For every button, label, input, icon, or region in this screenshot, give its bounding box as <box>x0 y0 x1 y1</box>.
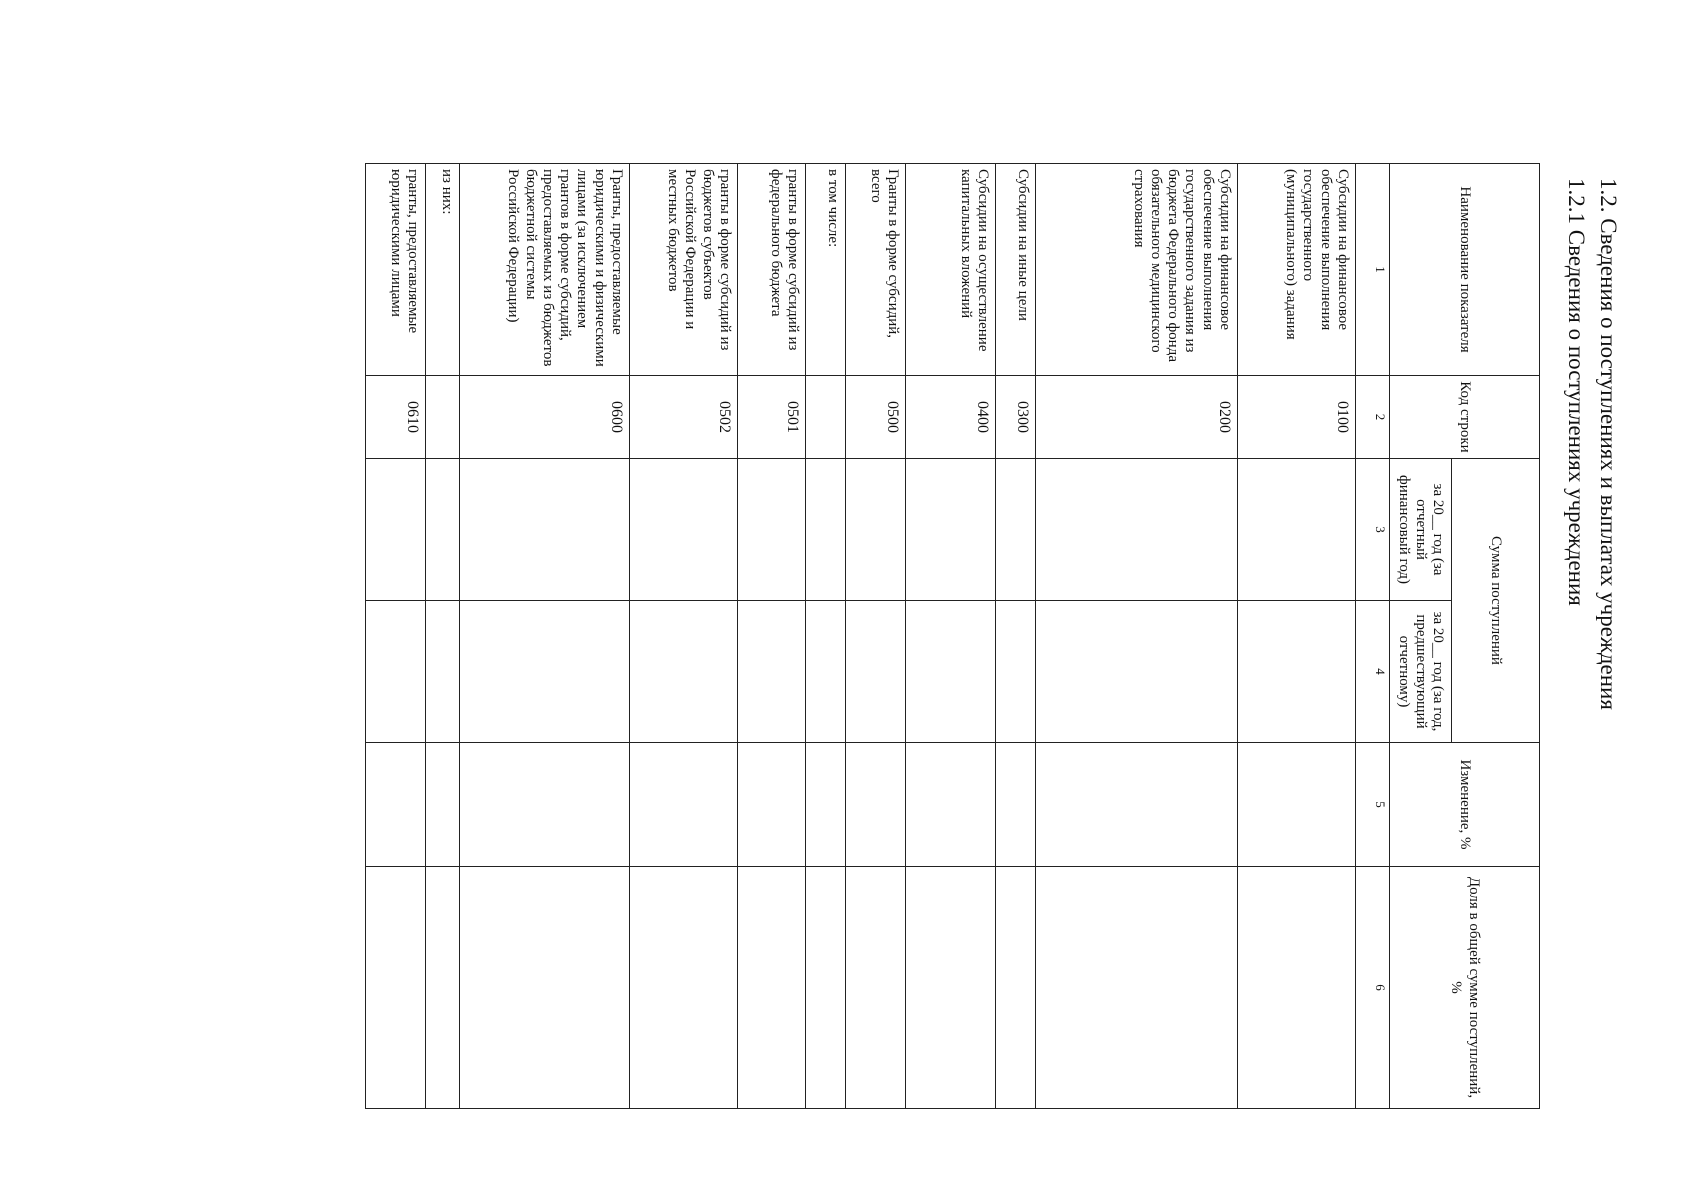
row-code: 0600 <box>460 376 630 459</box>
row-sum-current <box>806 459 846 601</box>
row-sum-previous <box>806 601 846 743</box>
row-name: в том числе: <box>806 164 846 376</box>
row-name: Гранты в форме субсидий, всего <box>846 164 906 376</box>
row-sum-current <box>1036 459 1238 601</box>
row-code: 0610 <box>366 376 426 459</box>
row-code <box>806 376 846 459</box>
row-name: Гранты, предоставляемые юридическими и физическими лицами (за исключением грантов в форме субсидий, предоставляемых из бюджетов бюджетной системы Российской Федерации) <box>460 164 630 376</box>
header-sum-current: за 20__ год (за отчетный финансовый год) <box>1390 459 1452 601</box>
table-row <box>366 164 426 1109</box>
column-number: 6 <box>1356 867 1390 1109</box>
header-sum-group: Сумма поступлений <box>1452 459 1540 743</box>
row-sum-previous <box>460 601 630 743</box>
row-name: гранты в форме субсидий из бюджетов субъектов Российской Федерации и местных бюджетов <box>630 164 738 376</box>
row-share <box>630 867 738 1109</box>
row-share <box>426 867 460 1109</box>
row-change <box>366 743 426 867</box>
row-change <box>906 743 996 867</box>
header-change: Изменение, % <box>1390 743 1540 867</box>
header-share: Доля в общей сумме поступлений, % <box>1390 867 1540 1109</box>
row-change <box>426 743 460 867</box>
section-heading: 1.2. Сведения о поступлениях и выплатах учреждения <box>1596 178 1621 710</box>
table-row <box>846 164 906 1109</box>
row-sum-current <box>738 459 806 601</box>
row-sum-current <box>906 459 996 601</box>
row-sum-previous <box>1036 601 1238 743</box>
row-name: Субсидии на финансовое обеспечение выполнения государственного задания из бюджета Федерального фонда обязательного медицинского страхования <box>1036 164 1238 376</box>
row-share <box>846 867 906 1109</box>
row-share <box>996 867 1036 1109</box>
row-sum-previous <box>366 601 426 743</box>
row-code: 0400 <box>906 376 996 459</box>
table-row <box>996 164 1036 1109</box>
row-sum-current <box>996 459 1036 601</box>
row-sum-current <box>460 459 630 601</box>
header-row <box>1452 164 1540 1109</box>
table-row <box>630 164 738 1109</box>
row-sum-previous <box>1238 601 1356 743</box>
row-sum-current <box>426 459 460 601</box>
row-share <box>1238 867 1356 1109</box>
row-change <box>1238 743 1356 867</box>
row-change <box>738 743 806 867</box>
row-share <box>1036 867 1238 1109</box>
row-name: Субсидии на иные цели <box>996 164 1036 376</box>
row-change <box>846 743 906 867</box>
row-sum-previous <box>426 601 460 743</box>
row-name: Субсидии на осуществление капитальных вложений <box>906 164 996 376</box>
row-name: гранты в форме субсидий из федерального бюджета <box>738 164 806 376</box>
row-sum-previous <box>906 601 996 743</box>
row-code: 0100 <box>1238 376 1356 459</box>
row-sum-current <box>366 459 426 601</box>
table-row <box>1036 164 1238 1109</box>
subsection-heading: 1.2.1 Сведения о поступлениях учреждения <box>1564 178 1589 606</box>
table-row <box>426 164 460 1109</box>
receipts-table <box>365 163 1540 1109</box>
table-row <box>738 164 806 1109</box>
row-share <box>366 867 426 1109</box>
table-row <box>806 164 846 1109</box>
row-sum-previous <box>846 601 906 743</box>
row-change <box>996 743 1036 867</box>
column-number: 3 <box>1356 459 1390 601</box>
row-share <box>906 867 996 1109</box>
row-sum-previous <box>630 601 738 743</box>
row-name: гранты, предоставляемые юридическими лицами <box>366 164 426 376</box>
header-code: Код строки <box>1390 376 1540 459</box>
column-number-row <box>1356 164 1390 1109</box>
row-change <box>630 743 738 867</box>
row-sum-current <box>846 459 906 601</box>
row-change <box>1036 743 1238 867</box>
row-code: 0200 <box>1036 376 1238 459</box>
row-code <box>426 376 460 459</box>
table-row <box>1238 164 1356 1109</box>
row-change <box>460 743 630 867</box>
row-share <box>806 867 846 1109</box>
header-sum-previous: за 20__ год (за год, предшествующий отчетному) <box>1390 601 1452 743</box>
row-sum-current <box>630 459 738 601</box>
table-row <box>906 164 996 1109</box>
column-number: 1 <box>1356 164 1390 376</box>
column-number: 4 <box>1356 601 1390 743</box>
row-sum-previous <box>996 601 1036 743</box>
header-name: Наименование показателя <box>1390 164 1540 376</box>
column-number: 5 <box>1356 743 1390 867</box>
row-share <box>460 867 630 1109</box>
row-code: 0500 <box>846 376 906 459</box>
row-name: Субсидии на финансовое обеспечение выполнения государственного (муниципального) задания <box>1238 164 1356 376</box>
row-code: 0502 <box>630 376 738 459</box>
row-name: из них: <box>426 164 460 376</box>
row-change <box>806 743 846 867</box>
row-sum-current <box>1238 459 1356 601</box>
table-row <box>460 164 630 1109</box>
row-share <box>738 867 806 1109</box>
row-code: 0501 <box>738 376 806 459</box>
row-sum-previous <box>738 601 806 743</box>
column-number: 2 <box>1356 376 1390 459</box>
row-code: 0300 <box>996 376 1036 459</box>
